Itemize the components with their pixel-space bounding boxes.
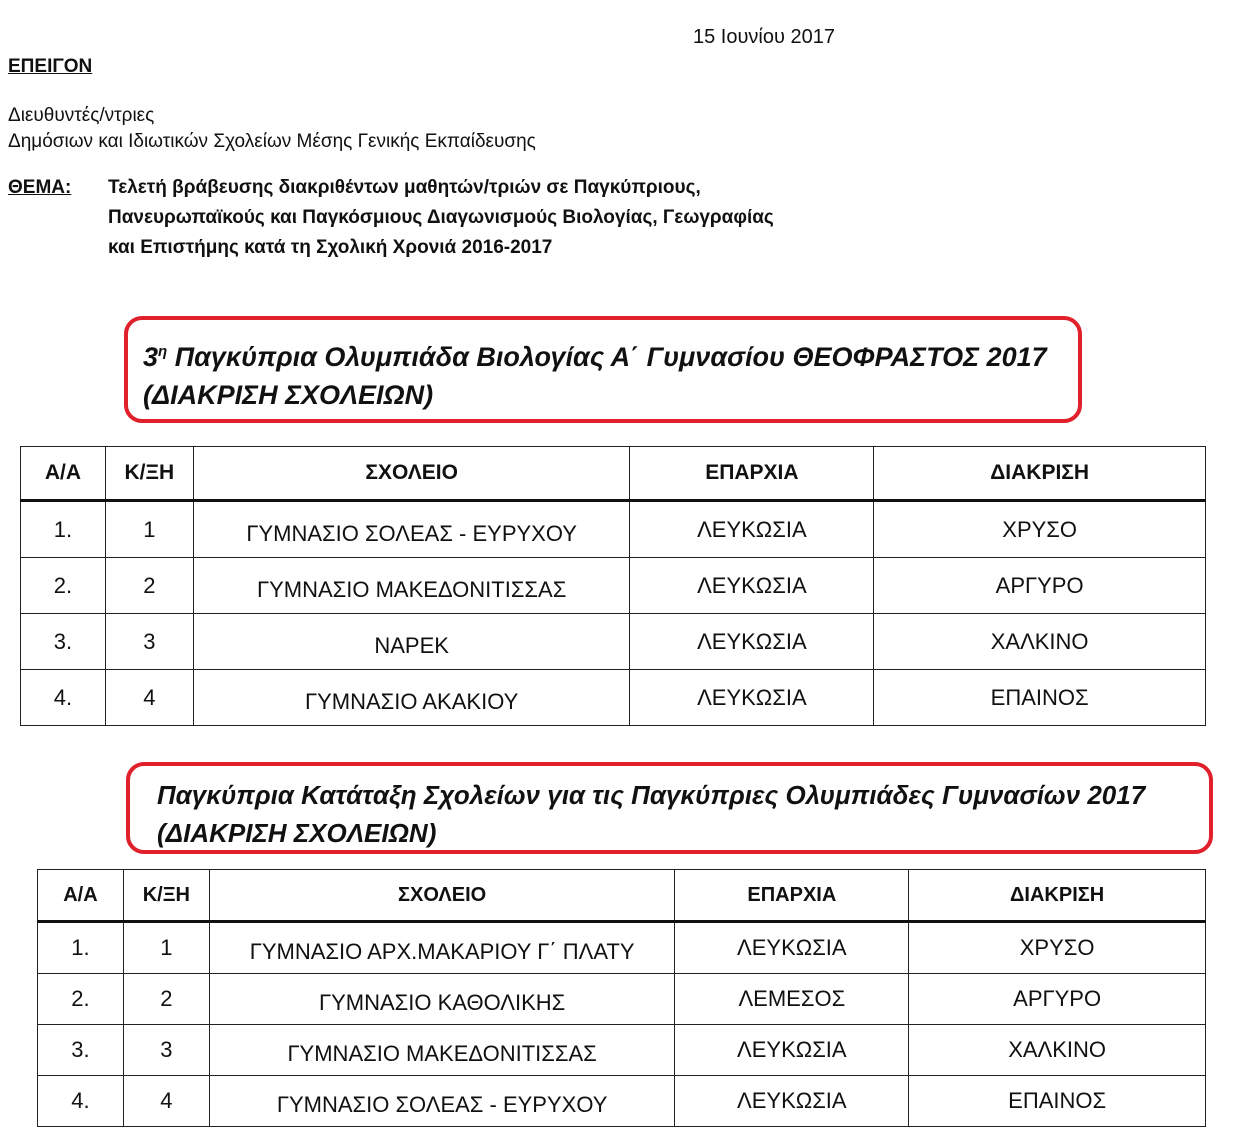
subject-line-3: και Επιστήμης κατά τη Σχολική Χρονιά 2016-2017 — [108, 237, 553, 258]
distinction-cell: ΧΡΥΣΟ — [909, 922, 1206, 974]
row-number-cell: 4. — [21, 670, 106, 726]
school-cell: ΓΥΜΝΑΣΙΟ ΑΡΧ.ΜΑΚΑΡΙΟΥ Γ΄ ΠΛΑΤΥ — [209, 922, 675, 974]
district-cell: ΛΕΥΚΩΣΙΑ — [630, 501, 874, 558]
recipient-line-2: Δημόσιων και Ιδιωτικών Σχολείων Μέσης Γενικής Εκπαίδευσης — [8, 131, 536, 152]
section2-heading-line-1: Παγκύπρια Κατάταξη Σχολείων για τις Παγκύπριες Ολυμπιάδες Γυμνασίων 2017 — [157, 780, 1146, 810]
distinction-cell: ΑΡΓΥΡΟ — [874, 558, 1206, 614]
district-cell: ΛΕΥΚΩΣΙΑ — [675, 1025, 909, 1076]
column-header-kxh: Κ/ΞΗ — [105, 447, 193, 501]
section1-heading-number: 3 — [143, 342, 159, 372]
school-cell: ΓΥΜΝΑΣΙΟ ΣΟΛΕΑΣ - ΕΥΡΥΧΟΥ — [209, 1076, 675, 1127]
column-header-district: ΕΠΑΡΧΙΑ — [675, 870, 909, 922]
kxh-cell: 3 — [105, 614, 193, 670]
table-header-row — [38, 870, 1206, 922]
section1-heading-text: Παγκύπρια Ολυμπιάδα Βιολογίας Α΄ Γυμνασίου ΘΕΟΦΡΑΣΤΟΣ 2017 — [167, 342, 1047, 372]
kxh-cell: 2 — [105, 558, 193, 614]
column-header-district: ΕΠΑΡΧΙΑ — [630, 447, 874, 501]
table-row — [21, 670, 1206, 726]
district-cell: ΛΕΥΚΩΣΙΑ — [675, 1076, 909, 1127]
kxh-cell: 4 — [105, 670, 193, 726]
table-row — [21, 501, 1206, 558]
table-row — [38, 974, 1206, 1025]
district-cell: ΛΕΥΚΩΣΙΑ — [630, 558, 874, 614]
section2-heading-line-2: (ΔΙΑΚΡΙΣΗ ΣΧΟΛΕΙΩΝ) — [157, 818, 437, 848]
distinction-cell: ΧΡΥΣΟ — [874, 501, 1206, 558]
district-cell: ΛΕΥΚΩΣΙΑ — [675, 922, 909, 974]
table-row — [21, 614, 1206, 670]
school-cell: ΓΥΜΝΑΣΙΟ ΜΑΚΕΔΟΝΙΤΙΣΣΑΣ — [193, 558, 630, 614]
distinction-cell: ΧΑΛΚΙΝΟ — [874, 614, 1206, 670]
column-header-aa: Α/Α — [21, 447, 106, 501]
kxh-cell: 1 — [123, 922, 209, 974]
document-date: 15 Ιουνίου 2017 — [693, 26, 835, 48]
table-row — [21, 558, 1206, 614]
column-header-distinction: ΔΙΑΚΡΙΣΗ — [874, 447, 1206, 501]
subject-label: ΘΕΜΑ: — [8, 177, 72, 198]
school-cell: ΝΑΡΕΚ — [193, 614, 630, 670]
kxh-cell: 1 — [105, 501, 193, 558]
table-row — [38, 1025, 1206, 1076]
school-cell: ΓΥΜΝΑΣΙΟ ΑΚΑΚΙΟΥ — [193, 670, 630, 726]
table-header-row — [21, 447, 1206, 501]
school-cell: ΓΥΜΝΑΣΙΟ ΚΑΘΟΛΙΚΗΣ — [209, 974, 675, 1025]
district-cell: ΛΕΥΚΩΣΙΑ — [630, 614, 874, 670]
row-number-cell: 1. — [21, 501, 106, 558]
row-number-cell: 2. — [21, 558, 106, 614]
column-header-school: ΣΧΟΛΕΙΟ — [193, 447, 630, 501]
district-cell: ΛΕΜΕΣΟΣ — [675, 974, 909, 1025]
subject-line-1: Τελετή βράβευσης διακριθέντων μαθητών/τριών σε Παγκύπριους, — [108, 177, 701, 198]
table-row — [38, 922, 1206, 974]
row-number-cell: 2. — [38, 974, 124, 1025]
row-number-cell: 4. — [38, 1076, 124, 1127]
recipient-line-1: Διευθυντές/ντριες — [8, 105, 155, 126]
section1-heading-line-1 — [143, 338, 1047, 376]
section1-heading-superscript: η — [158, 343, 168, 360]
row-number-cell: 1. — [38, 922, 124, 974]
table-row — [38, 1076, 1206, 1127]
column-header-aa: Α/Α — [38, 870, 124, 922]
section2-results-table — [37, 869, 1206, 1127]
column-header-school: ΣΧΟΛΕΙΟ — [209, 870, 675, 922]
distinction-cell: ΕΠΑΙΝΟΣ — [909, 1076, 1206, 1127]
row-number-cell: 3. — [38, 1025, 124, 1076]
distinction-cell: ΑΡΓΥΡΟ — [909, 974, 1206, 1025]
distinction-cell: ΧΑΛΚΙΝΟ — [909, 1025, 1206, 1076]
district-cell: ΛΕΥΚΩΣΙΑ — [630, 670, 874, 726]
school-cell: ΓΥΜΝΑΣΙΟ ΜΑΚΕΔΟΝΙΤΙΣΣΑΣ — [209, 1025, 675, 1076]
distinction-cell: ΕΠΑΙΝΟΣ — [874, 670, 1206, 726]
row-number-cell: 3. — [21, 614, 106, 670]
school-cell: ΓΥΜΝΑΣΙΟ ΣΟΛΕΑΣ - ΕΥΡΥΧΟΥ — [193, 501, 630, 558]
urgent-label: ΕΠΕΙΓΟΝ — [8, 56, 93, 77]
subject-line-2: Πανευρωπαϊκούς και Παγκόσμιους Διαγωνισμούς Βιολογίας, Γεωγραφίας — [108, 207, 774, 228]
kxh-cell: 3 — [123, 1025, 209, 1076]
kxh-cell: 4 — [123, 1076, 209, 1127]
section1-heading-line-2: (ΔΙΑΚΡΙΣΗ ΣΧΟΛΕΙΩΝ) — [143, 380, 434, 410]
column-header-kxh: Κ/ΞΗ — [123, 870, 209, 922]
kxh-cell: 2 — [123, 974, 209, 1025]
column-header-distinction: ΔΙΑΚΡΙΣΗ — [909, 870, 1206, 922]
section1-results-table — [20, 446, 1206, 726]
